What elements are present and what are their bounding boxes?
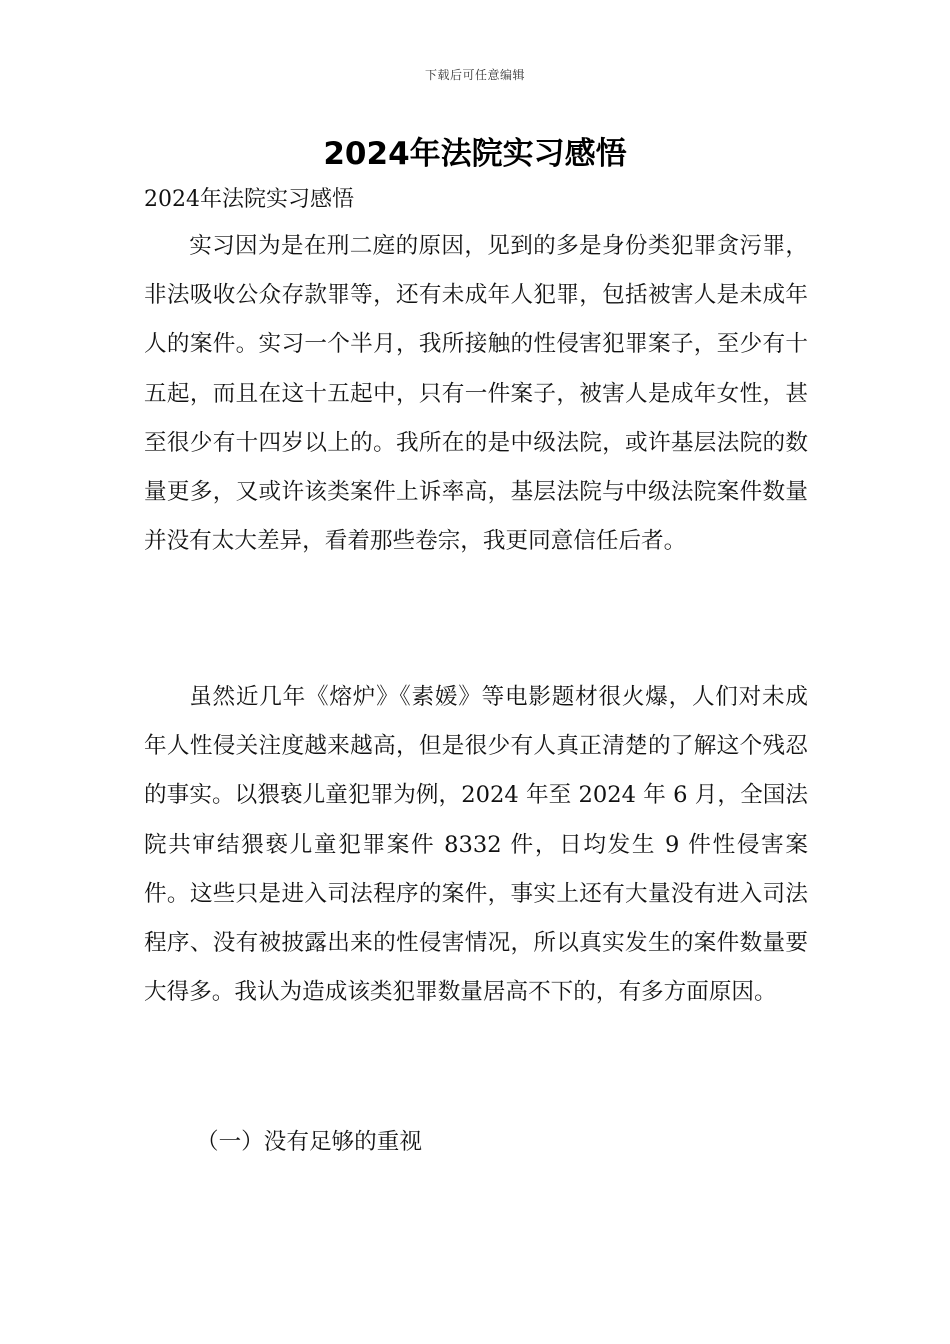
header-note: 下载后可任意编辑 (424, 68, 525, 82)
document-subtitle: 2024年法院实习感悟 (144, 187, 354, 212)
body-paragraph-1: 实习因为是在刑二庭的原因，见到的多是身份类犯罪贪污罪，非法吸收公众存款罪等，还有未成年人犯罪，包括被害人是未成年人的案件。实习一个半月，我所接触的性侵害犯罪案子，至少有十五起，而且在这十五起中，只有一件案子，被害人是成年女性，甚至很少有十四岁以上的。我所在的是中级法院，或许基层法院的数量更多，又或许该类案件上诉率高，基层法院与中级法院案件数量并没有太大差异，看着那些卷宗，我更同意信任后者。 (144, 233, 808, 555)
body-paragraph-2: 虽然近几年《熔炉》《素媛》等电影题材很火爆，人们对未成年人性侵关注度越来越高，但是很少有人真正清楚的了解这个残忍的事实。以猥亵儿童犯罪为例，2024 年至 2024 年 6 月，全国法院共审结猥亵儿童犯罪案件 8332 件，日均发生 9 件性侵害案件。这些只是进入司法程序的案件，事实上还有大量没有进入司法程序、没有被披露出来的性侵害情况，所以真实发生的案件数量要大得多。我认为造成该类犯罪数量居高不下的，有多方面原因。 (144, 684, 808, 1006)
section-heading: （一）没有足够的重视 (196, 1129, 422, 1155)
document-title: 2024年法院实习感悟 (323, 136, 627, 172)
